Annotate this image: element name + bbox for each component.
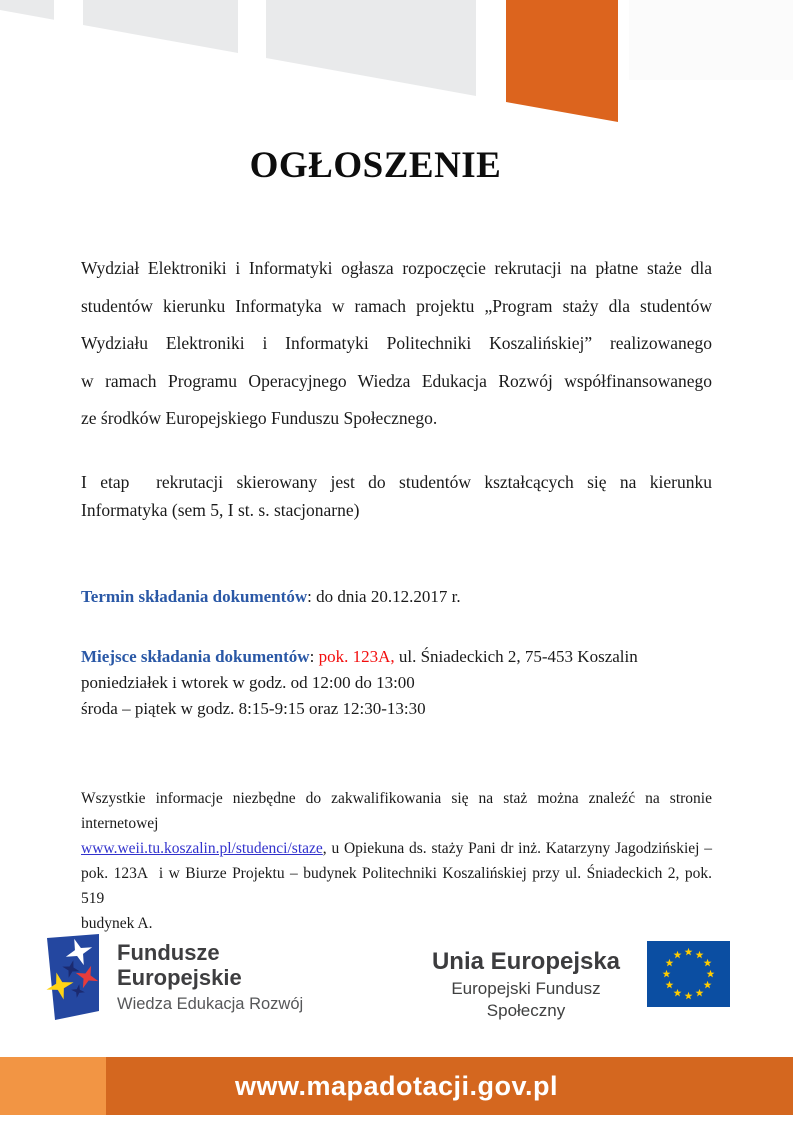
footer-bar	[0, 1057, 793, 1115]
footer-bar-url: www.mapadotacji.gov.pl	[234, 1070, 559, 1101]
paragraph-line	[81, 836, 712, 861]
paragraph-line: ze środków Europejskiego Funduszu Społecznego.	[81, 408, 438, 428]
deadline-section	[81, 584, 712, 610]
faint-shape	[629, 0, 793, 80]
gray-shape-3	[266, 0, 476, 96]
unia-europejska-logo	[420, 941, 730, 1022]
eu-logo-text	[420, 948, 632, 1022]
fe-line1: Fundusze	[117, 940, 220, 965]
paragraph-line: budynek A.	[81, 915, 153, 932]
eu-line2: Europejski Fundusz Społeczny	[451, 979, 601, 1020]
paragraph-line: w ramach Programu Operacyjnego Wiedza Edukacja Rozwój współfinansowanego	[81, 370, 712, 391]
paragraph-line: Wydziału Elektroniki i Informatyki Politechniki Koszalińskiej” realizowanego	[81, 333, 712, 353]
location-label: Miejsce składania dokumentów	[81, 647, 310, 666]
fundusze-europejskie-logo	[42, 931, 303, 1023]
deadline-label: Termin składania dokumentów	[81, 587, 308, 606]
header-decorative-shapes	[0, 0, 793, 160]
deadline-value: : do dnia 20.12.2017 r.	[307, 587, 461, 606]
info-paragraph	[81, 786, 712, 936]
paragraph-line: studentów kierunku Informatyka w ramach projektu „Program staży dla studentów	[81, 295, 712, 316]
page-title: OGŁOSZENIE	[249, 145, 502, 186]
gray-shape-1	[0, 0, 54, 20]
footer-bar-light-segment	[0, 1057, 106, 1115]
website-link[interactable]: www.weii.tu.koszalin.pl/studenci/staze	[81, 840, 323, 857]
intro-paragraph	[81, 250, 712, 438]
stage-paragraph	[81, 469, 712, 524]
eu-line1: Unia Europejska	[431, 948, 621, 975]
location-room: pok. 123A,	[318, 647, 395, 666]
paragraph-line: I etap rekrutacji skierowany jest do studentów kształcących się na kierunku	[81, 472, 712, 492]
opening-hours-line: poniedziałek i wtorek w godz. od 12:00 do 13:00	[81, 673, 415, 692]
location-line	[81, 644, 712, 670]
location-address: ul. Śniadeckich 2, 75-453 Koszalin	[394, 647, 638, 666]
location-colon: :	[309, 647, 319, 666]
paragraph-line: Wszystkie informacje niezbędne do zakwalifikowania się na staż można znaleźć na stronie internetowej	[81, 790, 712, 832]
eu-flag-icon	[647, 941, 730, 1007]
gray-shape-2	[83, 0, 238, 53]
fe-line3: Wiedza Edukacja Rozwój	[117, 995, 304, 1013]
paragraph-line: Wydział Elektroniki i Informatyki ogłasza rozpoczęcie rekrutacji na płatne staże dla	[81, 258, 712, 278]
orange-shape	[506, 0, 618, 122]
paragraph-line: Informatyka (sem 5, I st. s. stacjonarne)	[81, 499, 360, 520]
paragraph-text: , u Opiekuna ds. staży Pani dr inż. Katarzyny Jagodzińskiej –	[322, 840, 712, 857]
fe-logo-text	[117, 940, 303, 1015]
fe-line2: Europejskie	[117, 965, 242, 990]
location-section	[81, 644, 712, 722]
fe-flag-icon	[42, 931, 102, 1023]
paragraph-line: pok. 123A i w Biurze Projektu – budynek Politechniki Koszalińskiej przy ul. Śniadeckich 2, pok. 519	[81, 865, 712, 907]
opening-hours-line: środa – piątek w godz. 8:15-9:15 oraz 12:30-13:30	[81, 699, 426, 718]
